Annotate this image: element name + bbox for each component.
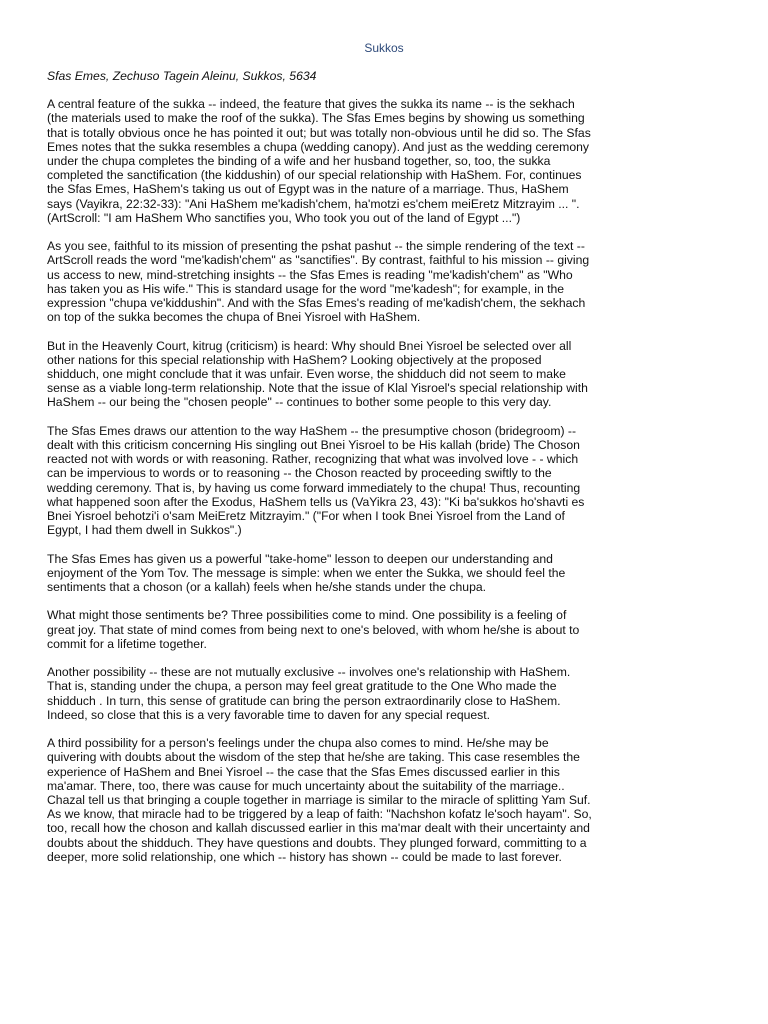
paragraph-4: The Sfas Emes draws our attention to the way HaShem -- the presumptive choson (bridegroom) -- dealt with this criticism concerning His singling out Bnei Yisroel to be His kallah (bride) The Choson reacted not with words or with reasoning. Rather, recognizing that what was involved love - - which can be impervious to words or to reasoning -- the Choson reacted by proceeding swiftly to the wedding ceremony. That is, by having us come forward immediately to the chupa! Thus, recounting what happened soon after the Exodus, HaShem tells us (VaYikra 23, 43): "Ki ba'sukkos ho'shavti es Bnei Yisroel behotzi'i o'sam MeiEretz Mitzrayim." ("For when I took Bnei Yisroel from the Land of Egypt, I had them dwell in Sukkos".) xyxy=(47,423,585,538)
page-title: Sukkos xyxy=(364,41,404,55)
paragraph-8: A third possibility for a person's feelings under the chupa also comes to mind. He/she may be quivering with doubts about the wisdom of the step that he/she are taking. This case resembles the experience of HaShem and Bnei Yisroel -- the case that the Sfas Emes discussed earlier in this ma'amar. There, too, there was cause for much uncertainty about the suitability of the marriage.. Chazal tell us that bringing a couple together in marriage is similar to the miracle of splitting Yam Suf. As we know, that miracle had to be triggered by a leap of faith: "Nachshon kofatz le'soch hayam". So, too, recall how the choson and kallah discussed earlier in this ma'mar dealt with their uncertainty and doubts about the shidduch. They have questions and doubts. They plunged forward, committing to a deeper, more solid relationship, one which -- history has shown -- could be made to last forever. xyxy=(47,736,592,864)
paragraph-3: But in the Heavenly Court, kitrug (criticism) is heard: Why should Bnei Yisroel be selected over all other nations for this special relationship with HaShem? Looking objectively at the proposed shidduch, one might conclude that it was unfair. Even worse, the shidduch did not seem to make sense as a viable long-term relationship. Note that the issue of Klal Yisroel's special relationship with HaShem -- our being the "chosen people" -- continues to bother some people to this very day. xyxy=(47,338,588,410)
source-citation: Sfas Emes, Zechuso Tagein Aleinu, Sukkos, 5634 xyxy=(47,69,317,83)
paragraph-2: As you see, faithful to its mission of presenting the pshat pashut -- the simple rendering of the text -- ArtScroll reads the word "me'kadish'chem" as "sanctifies". By contrast, faithful to his mission -- giving us access to new, mind-stretching insights -- the Sfas Emes is reading "me'kadish'chem" as "Who has taken you as His wife." This is standard usage for the word "me'kadesh"; for example, in the expression "chupa ve'kiddushin". And with the Sfas Emes's reading of me'kadish'chem, the sekhach on top of the sukka becomes the chupa of Bnei Yisroel with HaShem. xyxy=(47,239,590,325)
paragraph-6: What might those sentiments be? Three possibilities come to mind. One possibility is a feeling of great joy. That state of mind comes from being next to one's beloved, with whom he/she is about to commit for a lifetime together. xyxy=(47,608,580,651)
article-body xyxy=(47,69,595,878)
paragraph-7: Another possibility -- these are not mutually exclusive -- involves one's relationship with HaShem. That is, standing under the chupa, a person may feel great gratitude to the One Who made the shidduch . In turn, this sense of gratitude can bring the person extraordinarily close to HaShem. Indeed, so close that this is a very favorable time to daven for any special request. xyxy=(47,665,571,722)
paragraph-5: The Sfas Emes has given us a powerful "take-home" lesson to deepen our understanding and enjoyment of the Yom Tov. The message is simple: when we enter the Sukka, we should feel the sentiments that a choson (or a kallah) feels when he/she stands under the chupa. xyxy=(47,551,566,595)
paragraph-1: A central feature of the sukka -- indeed, the feature that gives the sukka its name -- is the sekhach (the materials used to make the roof of the sukka). The Sfas Emes begins by showing us something that is totally obvious once he has pointed it out; but was totally non-obvious until he did so. The Sfas Emes notes that the sukka resembles a chupa (wedding canopy). And just as the wedding ceremony under the chupa completes the binding of a wife and her husband together, so, too, the sukka completed the sanctification (the kiddushin) of our special relationship with HaShem. For, continues the Sfas Emes, HaShem's taking us out of Egypt was in the nature of a marriage. Thus, HaShem says (Vayikra, 22:32-33): "Ani HaShem me'kadish'chem, ha'motzi es'chem meiEretz Mitzrayim ... ". (ArtScroll: "I am HaShem Who sanctifies you, Who took you out of the land of Egypt ...") xyxy=(47,97,591,225)
